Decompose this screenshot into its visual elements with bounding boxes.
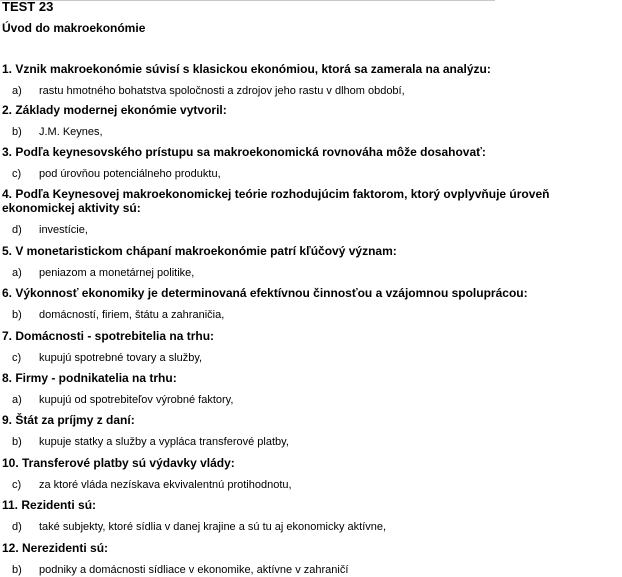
answer bbox=[2, 308, 528, 322]
answer-letter: c) bbox=[12, 168, 22, 180]
question-11 bbox=[2, 498, 387, 534]
answer-letter: c) bbox=[12, 479, 22, 491]
question-text: 7. Domácnosti - spotrebitelia na trhu: bbox=[2, 329, 215, 343]
answer-text: investície, bbox=[39, 224, 88, 236]
answer-letter: a) bbox=[12, 267, 22, 279]
answer-text: kupujú spotrebné tovary a služby, bbox=[39, 352, 203, 364]
answer-text: za ktoré vláda nezískava ekvivalentnú protihodnotu, bbox=[39, 479, 292, 491]
answer bbox=[2, 84, 491, 98]
answer bbox=[2, 478, 292, 492]
question-2 bbox=[2, 103, 227, 139]
answer bbox=[2, 167, 486, 181]
answer-text: peniazom a monetárnej politike, bbox=[39, 267, 195, 279]
question-5 bbox=[2, 244, 397, 280]
question-text: 1. Vznik makroekonómie súvisí s klasickou ekonómiou, ktorá sa zamerala na analýzu: bbox=[2, 62, 491, 76]
answer-text: podniky a domácnosti sídliace v ekonomike, aktívne v zahraničí bbox=[39, 564, 349, 576]
question-text: 3. Podľa keynesovského prístupu sa makroekonomická rovnováha môže dosahovať: bbox=[2, 145, 486, 159]
question-10 bbox=[2, 456, 292, 492]
question-text: 2. Základy modernej ekonómie vytvoril: bbox=[2, 103, 227, 117]
answer-letter: b) bbox=[12, 436, 22, 448]
answer bbox=[2, 563, 349, 577]
answer-letter: c) bbox=[12, 352, 22, 364]
answer-text: také subjekty, ktoré sídlia v danej krajine a sú tu aj ekonomicky aktívne, bbox=[39, 521, 387, 533]
answer bbox=[2, 351, 214, 365]
question-6 bbox=[2, 286, 528, 322]
question-text: 11. Rezidenti sú: bbox=[2, 498, 97, 512]
question-text: 5. V monetaristickom chápaní makroekonómie patrí kľúčový význam: bbox=[2, 244, 397, 258]
question-text: 8. Firmy - podnikatelia na trhu: bbox=[2, 371, 177, 385]
answer bbox=[2, 393, 234, 407]
question-text: 4. Podľa Keynesovej makroekonomickej teórie rozhodujúcim faktorom, ktorý ovplyvňuje úroveň ekonomickej aktivity sú: bbox=[2, 187, 550, 215]
answer-text: domácností, firiem, štátu a zahraničia, bbox=[39, 309, 225, 321]
question-text: 9. Štát za príjmy z daní: bbox=[2, 413, 135, 427]
question-8 bbox=[2, 371, 234, 407]
answer-text: pod úrovňou potenciálneho produktu, bbox=[39, 168, 221, 180]
answer-letter: b) bbox=[12, 126, 22, 138]
answer bbox=[2, 223, 622, 237]
answer-letter: b) bbox=[12, 309, 22, 321]
answer-text: rastu hmotného bohatstva spoločnosti a zdrojov jeho rastu v dlhom období, bbox=[39, 85, 405, 97]
question-4 bbox=[2, 187, 622, 237]
question-text: 6. Výkonnosť ekonomiky je determinovaná efektívnou činnosťou a vzájomnou spoluprácou: bbox=[2, 286, 528, 300]
test-title: TEST 23 bbox=[2, 0, 54, 14]
answer-letter: a) bbox=[12, 85, 22, 97]
test-subtitle: Úvod do makroekonómie bbox=[2, 21, 146, 35]
answer-letter: d) bbox=[12, 224, 22, 236]
question-text: 12. Nerezidenti sú: bbox=[2, 541, 109, 555]
question-text: 10. Transferové platby sú výdavky vlády: bbox=[2, 456, 235, 470]
question-1 bbox=[2, 62, 491, 98]
question-7 bbox=[2, 329, 214, 365]
answer-letter: d) bbox=[12, 521, 22, 533]
answer-letter: b) bbox=[12, 564, 22, 576]
answer bbox=[2, 266, 397, 280]
answer bbox=[2, 520, 387, 534]
answer bbox=[2, 125, 227, 139]
answer-text: J.M. Keynes, bbox=[39, 126, 103, 138]
answer-letter: a) bbox=[12, 394, 22, 406]
question-9 bbox=[2, 413, 289, 449]
answer bbox=[2, 435, 289, 449]
answer-text: kupuje statky a služby a vypláca transferové platby, bbox=[39, 436, 289, 448]
page-top-border bbox=[0, 0, 495, 1]
question-3 bbox=[2, 145, 486, 181]
answer-text: kupujú od spotrebiteľov výrobné faktory, bbox=[39, 394, 234, 406]
question-12 bbox=[2, 541, 349, 577]
